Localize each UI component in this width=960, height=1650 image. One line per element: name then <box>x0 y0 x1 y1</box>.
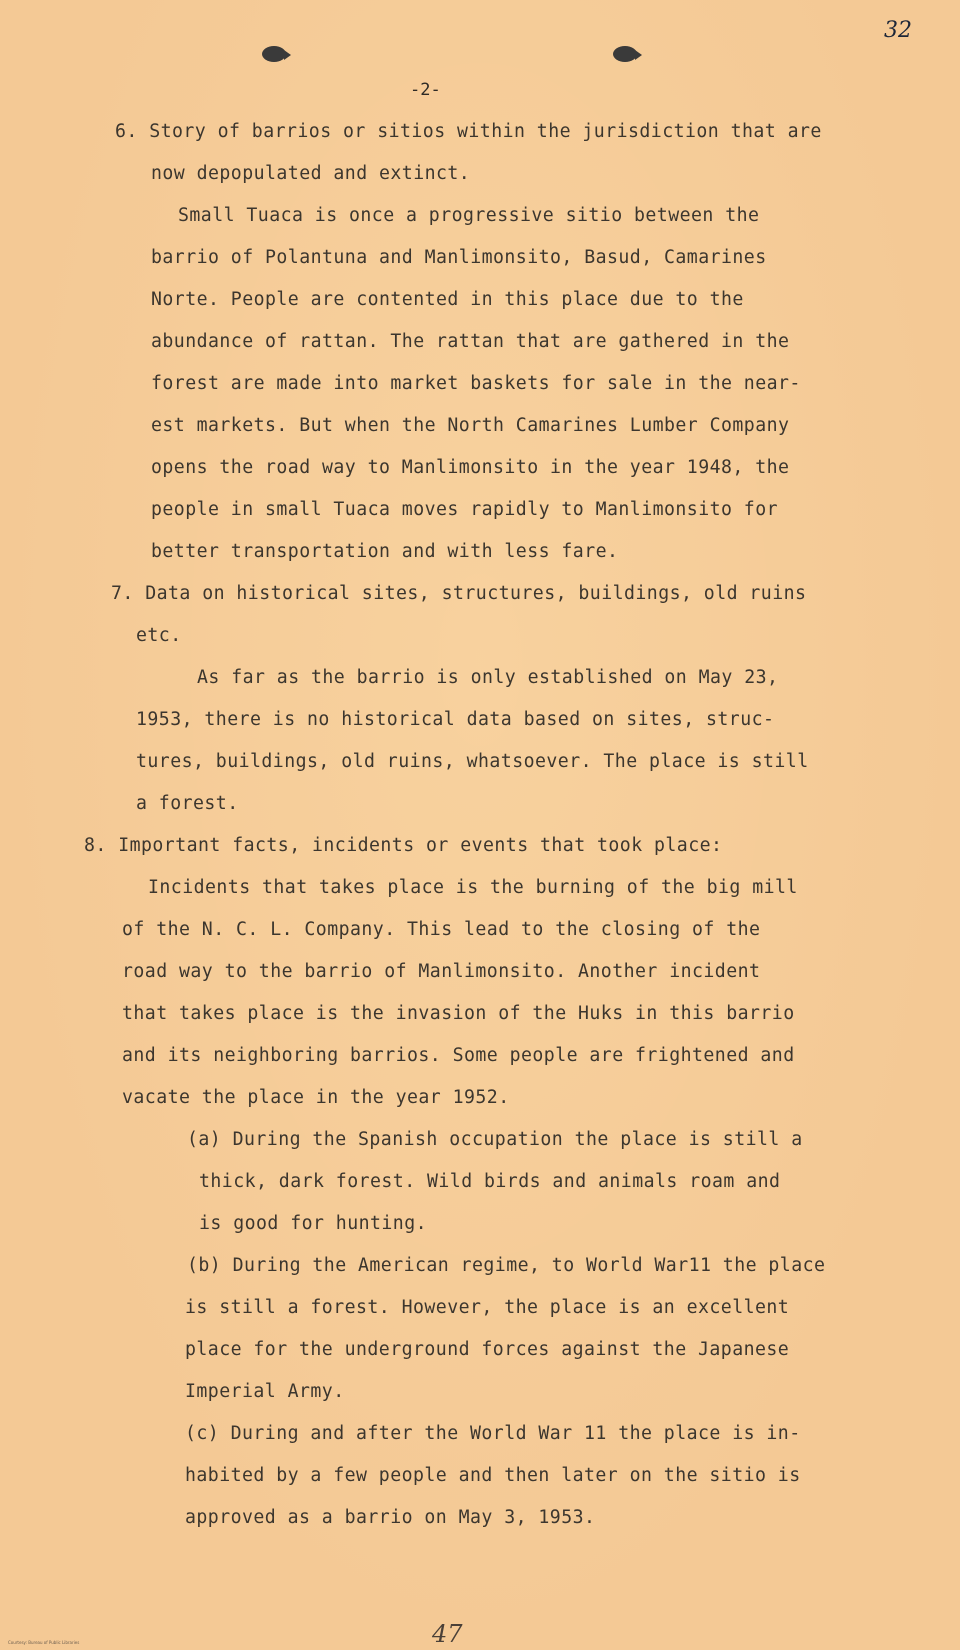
punch-hole-mark-right <box>613 46 637 62</box>
section-6-heading: 6. Story of barrios or sitios within the jurisdiction that are <box>115 121 822 142</box>
page-number: -2- <box>410 80 441 100</box>
text-line: better transportation and with less fare. <box>151 541 619 562</box>
text-line: and its neighboring barrios. Some people are frightened and <box>122 1045 795 1066</box>
text-line: place for the underground forces against the Japanese <box>185 1339 790 1360</box>
text-line: est markets. But when the North Camarines Lumber Company <box>151 415 790 436</box>
text-line: thick, dark forest. Wild birds and animals roam and <box>199 1171 781 1192</box>
text-line: Small Tuaca is once a progressive sitio between the <box>178 205 760 226</box>
section-7-heading: 7. Data on historical sites, structures, buildings, old ruins <box>111 583 807 604</box>
text-line: road way to the barrio of Manlimonsito. Another incident <box>122 961 761 982</box>
text-line: people in small Tuaca moves rapidly to Manlimonsito for <box>151 499 778 520</box>
text-line: Imperial Army. <box>185 1381 345 1402</box>
text-line: barrio of Polantuna and Manlimonsito, Basud, Camarines <box>151 247 767 268</box>
text-line: Norte. People are contented in this place due to the <box>151 289 744 310</box>
subitem-c: (c) During and after the World War 11 the place is in- <box>185 1423 801 1444</box>
punch-hole-mark-left <box>262 46 286 62</box>
text-line: now depopulated and extinct. <box>151 163 471 184</box>
text-line: a forest. <box>136 793 239 814</box>
text-line: of the N. C. L. Company. This lead to the closing of the <box>122 919 761 940</box>
folio-number: 32 <box>884 18 912 43</box>
handwritten-page-mark: 47 <box>432 1620 463 1648</box>
text-line: 1953, there is no historical data based on sites, struc- <box>136 709 775 730</box>
text-line: abundance of rattan. The rattan that are gathered in the <box>151 331 790 352</box>
text-line: is still a forest. However, the place is an excellent <box>185 1297 790 1318</box>
text-line: vacate the place in the year 1952. <box>122 1087 510 1108</box>
text-line: is good for hunting. <box>199 1213 427 1234</box>
text-line: etc. <box>136 625 182 646</box>
text-line: As far as the barrio is only established on May 23, <box>197 667 779 688</box>
section-8-heading: 8. Important facts, incidents or events that took place: <box>84 835 723 856</box>
subitem-a: (a) During the Spanish occupation the place is still a <box>187 1129 803 1150</box>
footer-imprint: Courtesy: Bureau of Public Libraries <box>8 1640 80 1645</box>
text-line: forest are made into market baskets for sale in the near- <box>151 373 801 394</box>
text-line: habited by a few people and then later on the sitio is <box>185 1465 801 1486</box>
text-line: that takes place is the invasion of the Huks in this barrio <box>122 1003 795 1024</box>
text-line: tures, buildings, old ruins, whatsoever. The place is still <box>136 751 809 772</box>
subitem-b: (b) During the American regime, to World War11 the place <box>187 1255 826 1276</box>
text-line: opens the road way to Manlimonsito in the year 1948, the <box>151 457 790 478</box>
text-line: approved as a barrio on May 3, 1953. <box>185 1507 596 1528</box>
text-line: Incidents that takes place is the burning of the big mill <box>148 877 798 898</box>
